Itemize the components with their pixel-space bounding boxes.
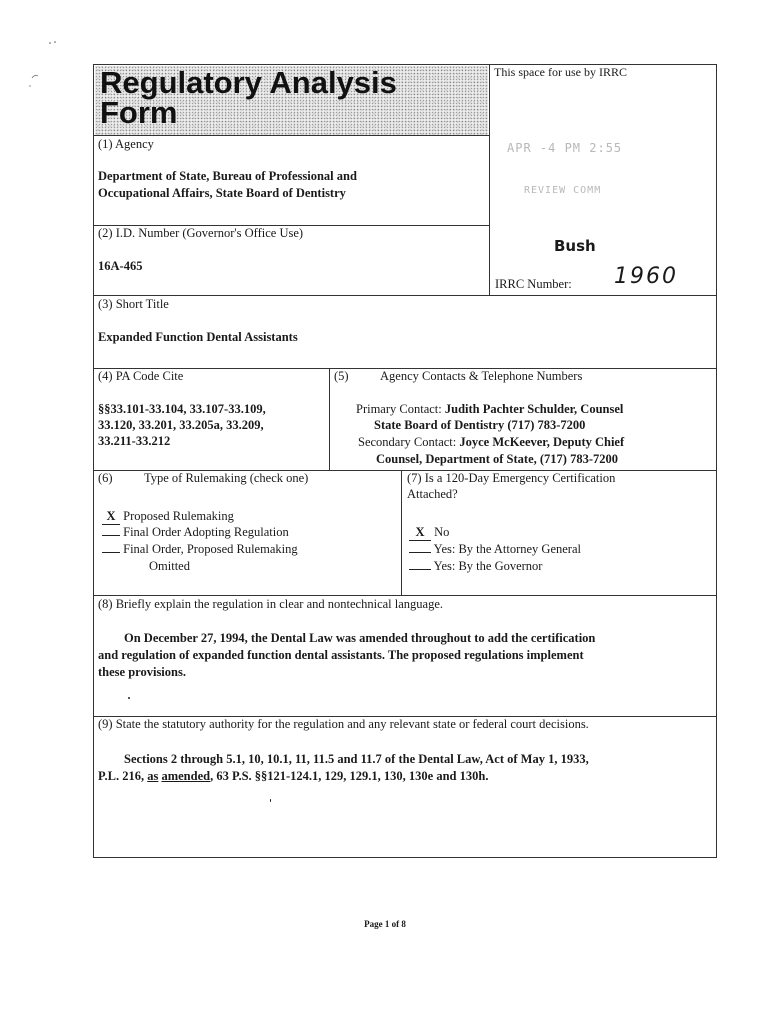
pa-code-line-2: 33.120, 33.201, 33.205a, 33.209, <box>98 418 264 432</box>
checkbox-mark: X <box>102 509 120 525</box>
rulemaking-option[interactable] <box>102 509 234 525</box>
explain-label: (8) Briefly explain the regulation in clear and nontechnical language. <box>98 597 444 611</box>
secondary-contact <box>358 435 624 450</box>
rulemaking-label-num: (6) <box>98 471 113 485</box>
pa-code-line-3: 33.211-33.212 <box>98 434 171 448</box>
checkbox-mark <box>409 569 431 570</box>
option-text: Final Order Adopting Regulation <box>123 525 289 539</box>
emergency-label-line-1: (7) Is a 120-Day Emergency Certification <box>407 471 616 485</box>
rulemaking-label: Type of Rulemaking (check one) <box>144 471 309 485</box>
rulemaking-option[interactable] <box>102 542 298 557</box>
authority-citation: P.L. 216, <box>98 769 145 783</box>
primary-contact-name: Judith Pachter Schulder, Counsel <box>444 402 624 416</box>
form-title: Regulatory Analysis Form <box>100 65 397 130</box>
irrc-number-value: 1960 <box>614 264 678 289</box>
regulatory-form <box>93 64 717 858</box>
irrc-space-label: This space for use by IRRC <box>494 65 627 79</box>
agency-line-2: Occupational Affairs, State Board of Dentistry <box>98 186 346 200</box>
emergency-label-line-2: Attached? <box>407 487 458 501</box>
secondary-contact-name: Joyce McKeever, Deputy Chief <box>459 435 625 449</box>
pa-code-line-1: §§33.101-33.104, 33.107-33.109, <box>98 402 266 416</box>
option-text: No <box>434 525 450 539</box>
pa-code-label: (4) PA Code Cite <box>98 369 184 383</box>
stray-mark <box>128 697 130 699</box>
explain-line-3: these provisions. <box>98 665 186 679</box>
emergency-option[interactable] <box>409 542 581 557</box>
contacts-label: Agency Contacts & Telephone Numbers <box>380 369 583 383</box>
rulemaking-option[interactable] <box>102 525 289 540</box>
explain-line-1: On December 27, 1994, the Dental Law was amended throughout to add the certification <box>124 631 596 645</box>
received-stamp-line2: REVIEW COMM <box>524 185 602 196</box>
secondary-contact-prefix: Secondary Contact: <box>358 435 457 449</box>
emergency-option[interactable] <box>409 559 542 574</box>
primary-contact-prefix: Primary Contact: <box>356 402 442 416</box>
id-number-value: 16A-465 <box>98 259 143 273</box>
authority-amended: amended <box>161 769 211 783</box>
stray-mark <box>270 799 271 802</box>
short-title-label: (3) Short Title <box>98 297 169 311</box>
authority-statutes: , 63 P.S. §§121-124.1, 129, 129.1, 130, 130e and 130h. <box>210 769 489 783</box>
contacts-label-num: (5) <box>334 369 349 383</box>
option-text: Proposed Rulemaking <box>123 509 234 523</box>
page-footer: Page 1 of 8 <box>364 919 406 929</box>
secondary-contact-line-2: Counsel, Department of State, (717) 783-7200 <box>376 452 618 466</box>
option-text: Yes: By the Governor <box>433 559 543 573</box>
checkbox-mark <box>409 552 431 553</box>
checkbox-mark <box>102 552 120 553</box>
authority-as: as <box>147 769 159 783</box>
form-title-box <box>95 66 488 135</box>
irrc-number-label: IRRC Number: <box>495 277 572 291</box>
agency-line-1: Department of State, Bureau of Professional and <box>98 169 357 183</box>
rulemaking-option-3-cont: Omitted <box>149 559 190 573</box>
option-text: Final Order, Proposed Rulemaking <box>123 542 298 556</box>
primary-contact-line-2: State Board of Dentistry (717) 783-7200 <box>374 418 586 432</box>
scan-specks <box>22 30 62 100</box>
authority-label: (9) State the statutory authority for the regulation and any relevant state or federal court decisions. <box>98 717 589 731</box>
id-number-label: (2) I.D. Number (Governor's Office Use) <box>98 226 304 240</box>
agency-label: (1) Agency <box>98 137 154 151</box>
explain-line-2: and regulation of expanded function dental assistants. The proposed regulations implement <box>98 648 584 662</box>
short-title-value: Expanded Function Dental Assistants <box>98 330 298 344</box>
checkbox-mark: X <box>409 525 431 541</box>
authority-line-1: Sections 2 through 5.1, 10, 10.1, 11, 11.5 and 11.7 of the Dental Law, Act of May 1, 1933, <box>124 752 589 766</box>
option-text: Yes: By the Attorney General <box>433 542 581 556</box>
primary-contact <box>356 402 623 417</box>
received-stamp: APR -4 PM 2:55 <box>507 141 623 155</box>
emergency-option[interactable] <box>409 525 449 541</box>
reviewer-name: Bush <box>554 237 596 255</box>
authority-line-2 <box>98 769 488 784</box>
checkbox-mark <box>102 535 120 536</box>
